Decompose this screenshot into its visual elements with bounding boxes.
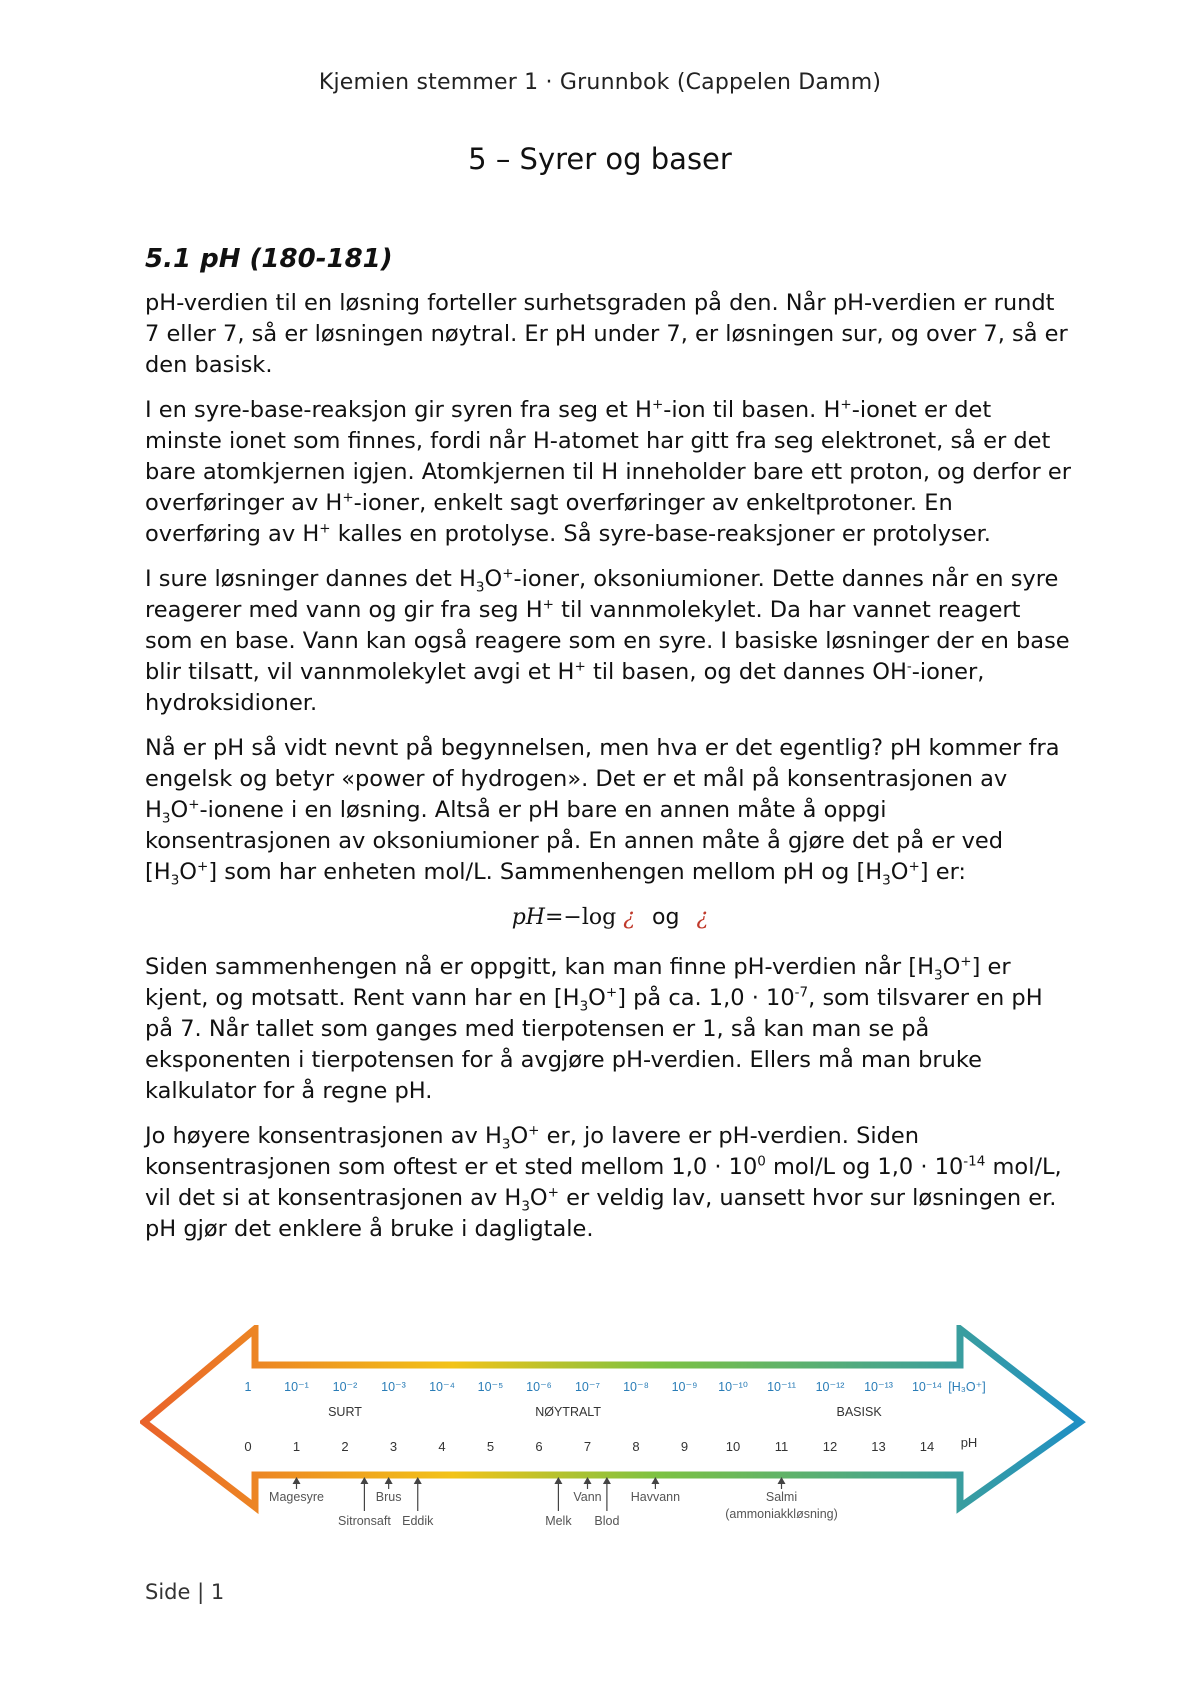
ph-tick-label: 12 xyxy=(822,1439,838,1454)
concentration-tick-label: 10⁻⁷ xyxy=(574,1380,601,1394)
example-label: Sitronsaft xyxy=(337,1514,391,1525)
content xyxy=(145,244,1075,1259)
example-label: (ammoniakkløsning) xyxy=(725,1507,838,1521)
ph-tick-label: 2 xyxy=(341,1439,349,1454)
page-footer: Side | 1 xyxy=(145,1580,225,1604)
ph-tick-label: 8 xyxy=(632,1439,640,1454)
concentration-tick-label: 10⁻¹⁴ xyxy=(911,1380,943,1394)
ph-value-row xyxy=(244,1435,977,1454)
paragraph-ph-definition: Nå er pH så vidt nevnt på begynnelsen, men hva er det egentlig? pH kommer fra engelsk og betyr «power of hydrogen». Det er et mål på konsentrasjonen av $H_3O^+$-ionene i en løsning. Altså er pH bare en annen måte å oppgi konsentrasjonen av oksoniumioner på. En annen måte å gjøre det på er ved $[H_3O^+]$ som har enheten mol/L. Sammenhengen mellom pH og $[H_3O^+]$ er: xyxy=(145,735,1060,889)
ph-tick-label: 3 xyxy=(389,1439,398,1454)
paragraph-pure-water: Siden sammenhengen nå er oppgitt, kan man finne pH-verdien når $[H_3O^+]$ er kjent, og motsatt. Rent vann har en $[H_3O^+]$ på ca. $1,0 \cdot 10^{-7}$, som tilsvarer en pH på 7. Når tallet som ganges med tierpotensen er 1, så kan man se på eksponenten i tierpotensen for å avgjøre pH-verdien. Ellers må man bruke kalkulator for å regne pH. xyxy=(145,953,1043,1104)
example-label: Salmi xyxy=(765,1490,798,1504)
example-label: Eddik xyxy=(402,1514,434,1525)
section-heading: 5.1 pH (180-181) xyxy=(145,244,393,274)
concentration-unit-label: [H₃O⁺] xyxy=(948,1380,986,1394)
example-labels xyxy=(269,1477,838,1525)
concentration-tick-label: 10⁻¹¹ xyxy=(767,1380,796,1394)
ph-scale-figure xyxy=(140,1325,1090,1525)
concentration-tick-label: 10⁻⁴ xyxy=(429,1380,455,1394)
ph-tick-label: 6 xyxy=(535,1439,543,1454)
concentration-tick-label: 10⁻⁵ xyxy=(477,1380,504,1394)
chapter-title: 5 – Syrer og baser xyxy=(468,142,732,176)
concentration-tick-label: 10⁻¹ xyxy=(284,1380,309,1394)
zone-labels xyxy=(328,1405,882,1419)
paragraph-concentration: Jo høyere konsentrasjonen av $H_3O^+$ er, jo lavere er pH-verdien. Siden konsentrasjonen som oftest er et sted mellom $1,0 \cdot 10^0$ mol/L og $1,0 \cdot 10^{-14}$ mol/L, vil det si at konsentrasjonen av $H_3O^+$ er veldig lav, uansett hvor sur løsningen er. pH gjør det enklere å bruke i dagligtale. xyxy=(145,1122,1062,1242)
zone-base-label: BASISK xyxy=(836,1405,882,1419)
ph-tick-label: 9 xyxy=(680,1439,689,1454)
ph-tick-label: 4 xyxy=(438,1439,446,1454)
ph-tick-label: 10 xyxy=(725,1439,741,1454)
concentration-tick-label: 10⁻⁹ xyxy=(671,1380,698,1394)
zone-neutral-label: NØYTRALT xyxy=(535,1405,601,1419)
concentration-tick-label: 10⁻¹⁰ xyxy=(718,1380,748,1394)
running-header: Kjemien stemmer 1 · Grunnbok (Cappelen Damm) xyxy=(318,70,882,95)
double-arrow-outline xyxy=(144,1329,1080,1507)
concentration-tick-label: 10⁻² xyxy=(332,1380,358,1394)
concentration-tick-label: 10⁻¹² xyxy=(815,1380,845,1394)
example-label: Magesyre xyxy=(269,1490,324,1504)
concentration-tick-label: 1 xyxy=(244,1380,252,1394)
ph-tick-label: 14 xyxy=(919,1439,935,1454)
ph-tick-label: 13 xyxy=(871,1439,886,1454)
formula-glyph: ¿ xyxy=(623,905,636,930)
paragraph-oxonium: I sure løsninger dannes $\det H_3O^+$-ioner, oksoniumioner. Dette dannes når en syre reagerer med vann og gir fra seg H+ til vannmolekylet. Da har vannet reagert som en base. Vann kan også reagere som en syre. I basiske løsninger der en base blir tilsatt, vil vannmolekylet avgi et H+ til basen, og det dannes OH--ioner, hydroksidioner. xyxy=(145,565,1070,716)
concentration-tick-label: 10⁻⁶ xyxy=(526,1380,552,1394)
paragraph-ph-intro: pH-verdien til en løsning forteller surhetsgraden på den. Når pH-verdien er rundt 7 eller 7, så er løsningen nøytral. Er pH under 7, er løsningen sur, og over 7, så er den basisk. xyxy=(145,290,1068,378)
concentration-tick-label: 10⁻³ xyxy=(381,1380,406,1394)
example-label: Havvann xyxy=(630,1490,681,1504)
ph-tick-label: 1 xyxy=(292,1439,301,1454)
example-label: Blod xyxy=(594,1514,620,1525)
concentration-tick-label: 10⁻¹³ xyxy=(864,1380,893,1394)
concentration-row xyxy=(245,1380,986,1394)
zone-acid-label: SURT xyxy=(328,1405,362,1419)
concentration-tick-label: 10⁻⁸ xyxy=(623,1380,649,1394)
paragraph-protolysis: I en syre-base-reaksjon gir syren fra seg et H+-ion til basen. H+-ionet er det minste ionet som finnes, fordi når H-atomet har gitt fra seg elektronet, så er det bare atomkjernen igjen. Atomkjernen til H inneholder bare ett proton, og derfor er overføringer av H+-ioner, enkelt sagt overføringer av enkeltprotoner. En overføring av H+ kalles en protolyse. Så syre-base-reaksjoner er protolyser. xyxy=(145,396,1071,547)
formula-glyph: ¿ xyxy=(696,905,709,930)
example-label: Brus xyxy=(375,1490,402,1504)
ph-unit-label: pH xyxy=(960,1435,978,1450)
ph-tick-label: 11 xyxy=(774,1439,789,1454)
ph-tick-label: 0 xyxy=(244,1439,252,1454)
ph-tick-label: 7 xyxy=(583,1439,592,1454)
example-label: Vann xyxy=(573,1490,602,1504)
ph-scale-diagram xyxy=(140,1325,1090,1525)
ph-tick-label: 5 xyxy=(486,1439,495,1454)
example-label: Melk xyxy=(545,1514,572,1525)
ph-formula: pH=−log ¿ og ¿ xyxy=(511,905,709,930)
